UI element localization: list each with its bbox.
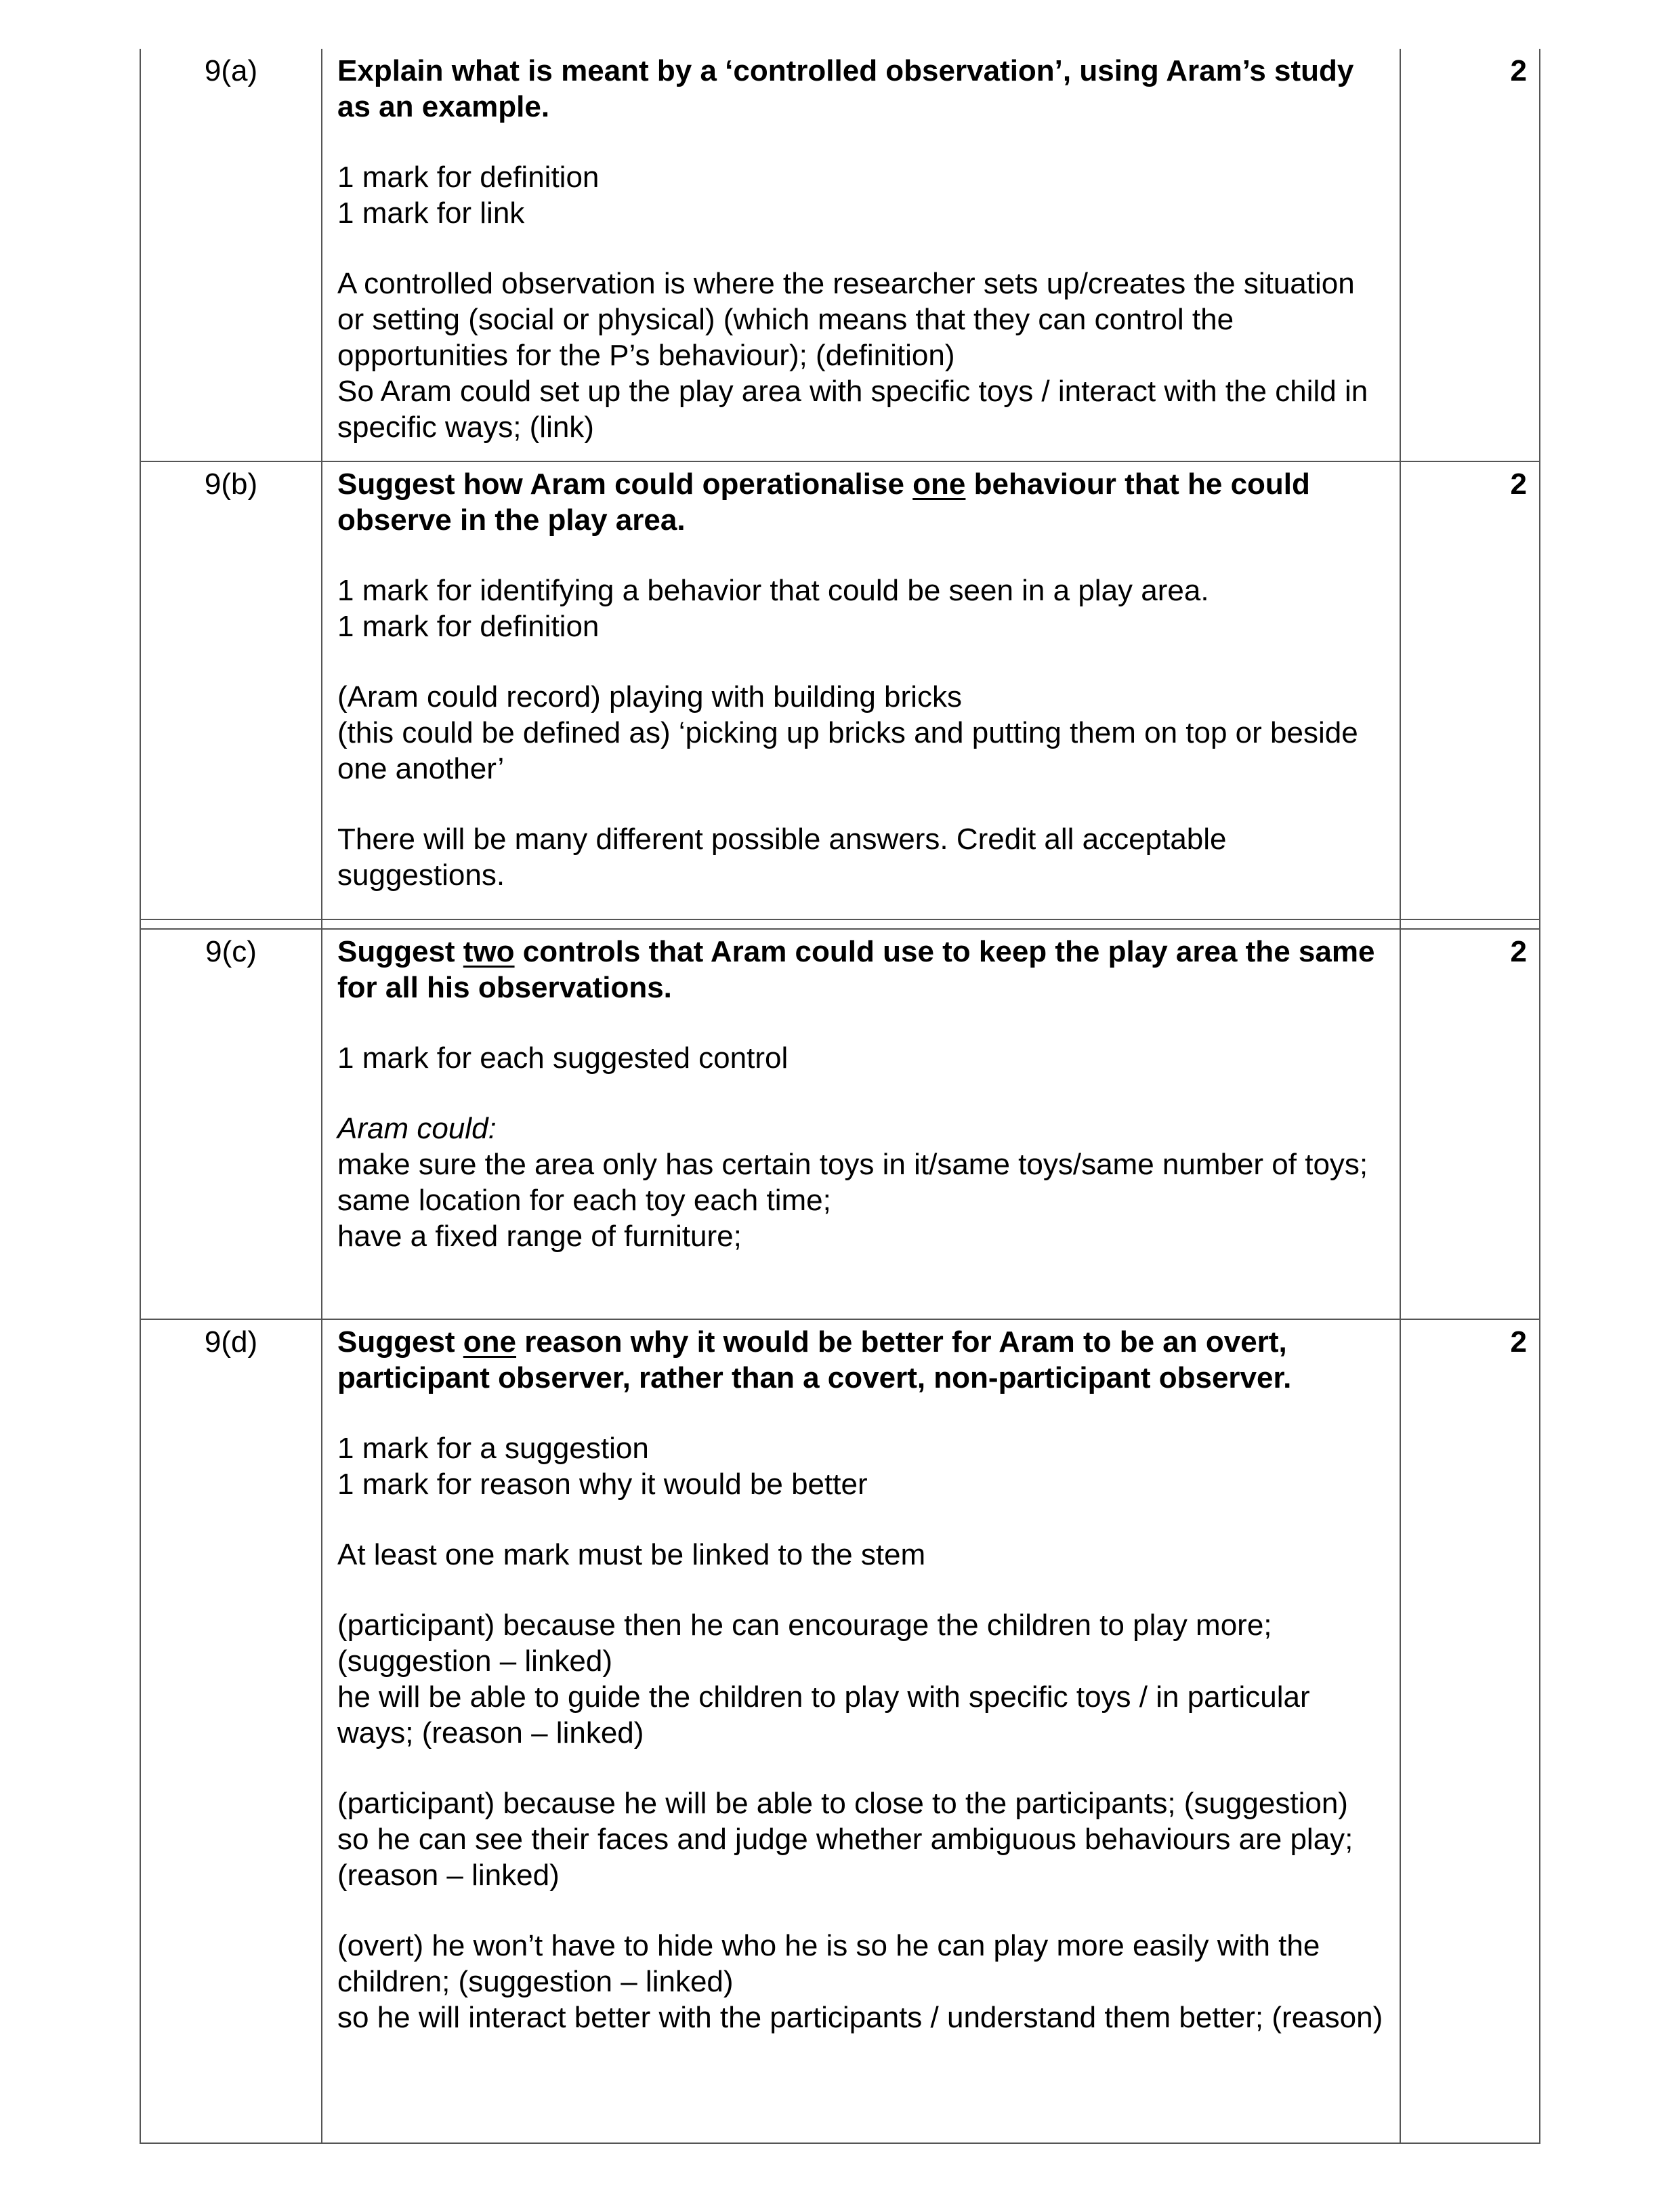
marking-criteria: 1 mark for definition 1 mark for link	[337, 161, 600, 230]
marks-value: 2	[1400, 1320, 1542, 2143]
row-separator	[140, 919, 1540, 930]
mark-scheme-table	[140, 49, 1540, 2144]
stem-note: At least one mark must be linked to the stem	[337, 1538, 926, 1571]
marking-criteria: 1 mark for each suggested control	[337, 1041, 789, 1075]
question-number: 9(d)	[204, 1325, 258, 1359]
question-content	[321, 49, 1400, 461]
question-text: Suggest two controls that Aram could use to keep the play area the same for all his observations.	[337, 935, 1375, 1004]
question-row-9d	[140, 1320, 1540, 2144]
model-answer: (participant) because he will be able to close to the participants; (suggestion) so he can see their faces and judge whether ambiguous behaviours are play; (reason – linked)	[337, 1787, 1353, 1892]
question-text: Suggest one reason why it would be better for Aram to be an overt, participant observer, rather than a covert, non-participant observer.	[337, 1325, 1292, 1394]
question-content	[321, 930, 1400, 1319]
question-row-9b	[140, 462, 1540, 919]
question-row-9c	[140, 930, 1540, 1320]
question-number: 9(a)	[204, 54, 258, 87]
marks-value: 2	[1400, 462, 1542, 919]
marking-criteria: 1 mark for a suggestion 1 mark for reason why it would be better	[337, 1432, 868, 1501]
question-number: 9(c)	[205, 935, 257, 968]
question-number: 9(b)	[204, 468, 258, 501]
question-text: Explain what is meant by a ‘controlled observation’, using Aram’s study as an example.	[337, 54, 1354, 123]
model-answer: (Aram could record) playing with building bricks (this could be defined as) ‘picking up bricks and putting them on top or beside one another’	[337, 680, 1358, 785]
model-answer: (overt) he won’t have to hide who he is so he can play more easily with the children; (suggestion – linked) so he will interact better with the participants / understand them better; (reason)	[337, 1929, 1383, 2034]
question-row-9a	[140, 49, 1540, 462]
question-content	[321, 462, 1400, 919]
marks-value: 2	[1400, 930, 1542, 1319]
model-answer: (participant) because then he can encourage the children to play more; (suggestion – linked) he will be able to guide the children to play with specific toys / in particular ways; (reason – linked)	[337, 1609, 1310, 1750]
model-answer: A controlled observation is where the researcher sets up/creates the situation or setting (social or physical) (which means that they can control the opportunities for the P’s behaviour); (definition) So Aram could set up the play area with specific toys / interact with the child in specific ways; (link)	[337, 267, 1368, 444]
examiner-note: There will be many different possible answers. Credit all acceptable suggestions.	[337, 823, 1227, 892]
question-content	[321, 1320, 1400, 2143]
model-answer: Aram could: make sure the area only has certain toys in it/same toys/same number of toys; same location for each toy each time; have a fixed range of furniture;	[337, 1112, 1368, 1253]
question-text: Suggest how Aram could operationalise one behaviour that he could observe in the play area.	[337, 468, 1310, 537]
marks-value: 2	[1400, 49, 1542, 461]
marking-criteria: 1 mark for identifying a behavior that could be seen in a play area. 1 mark for definition	[337, 574, 1209, 643]
